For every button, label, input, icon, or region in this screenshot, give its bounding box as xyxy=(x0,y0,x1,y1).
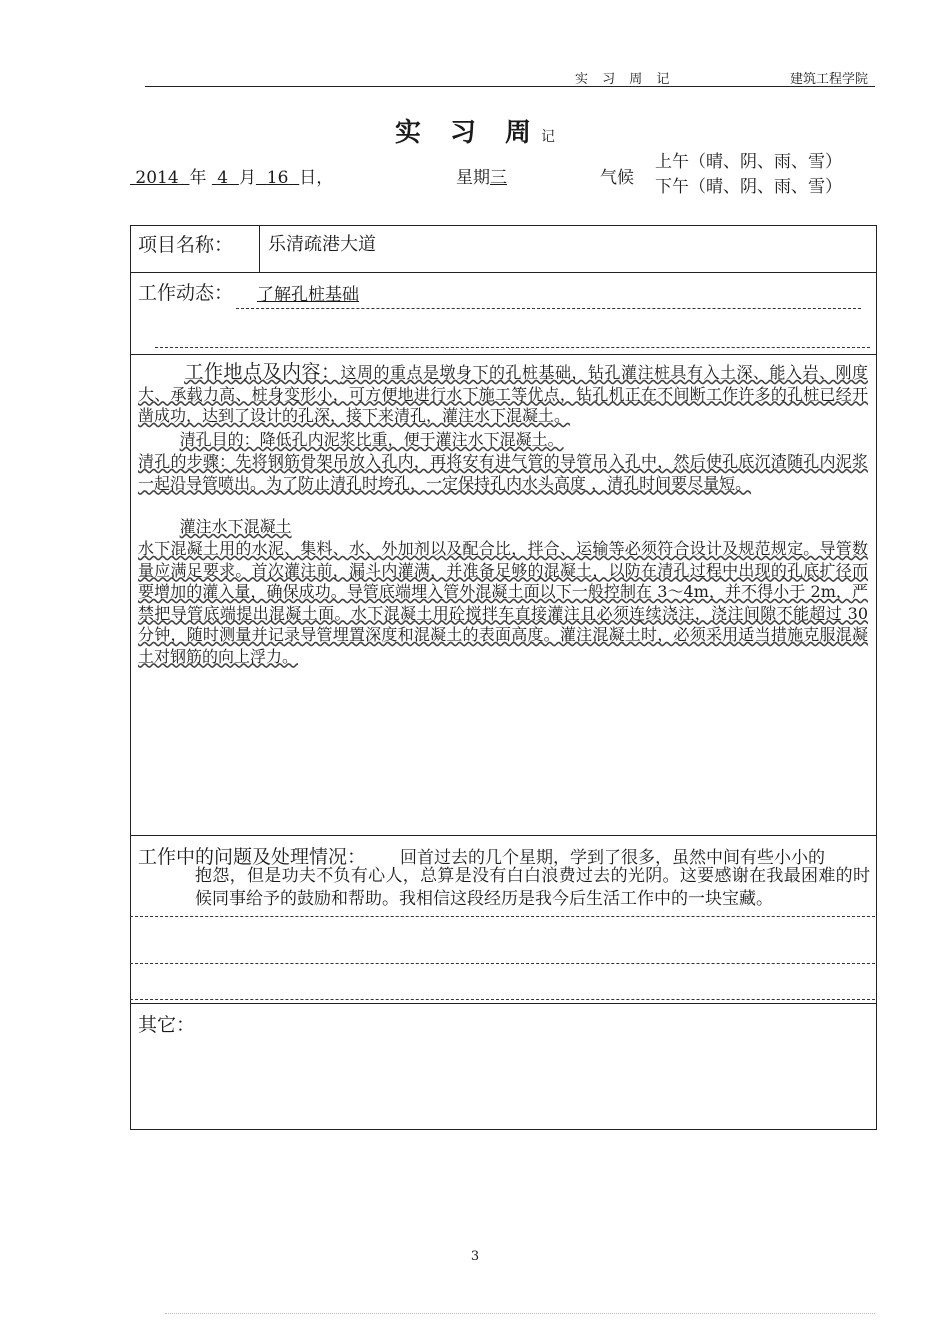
content-paragraph-3: 清孔的步骤：先将钢筋骨架吊放入孔内，再将安有进气管的导管吊入孔中，然后使孔底沉渣随孔内泥浆一起沿导管喷出。为了防止清孔时垮孔，一定保持孔内水头高度 ，清孔时间要尽量短。 xyxy=(138,452,868,493)
problems-blank-line-2 xyxy=(130,963,875,964)
weather-options xyxy=(655,150,842,200)
dynamics-blank-line-2 xyxy=(155,347,870,348)
weekday-label: 星期 xyxy=(456,168,490,188)
content-paragraph-1 xyxy=(138,362,868,427)
page-title xyxy=(0,112,950,149)
header-divider xyxy=(145,86,875,87)
other-label: 其它： xyxy=(138,1014,196,1036)
problems-blank-line-1 xyxy=(130,916,875,917)
title-main: 实 习 周 xyxy=(394,118,542,148)
weather-am: 上午（晴、阴、雨、雪） xyxy=(655,152,842,172)
weather-label: 气候 xyxy=(600,168,634,188)
date-month: 4 xyxy=(217,168,229,188)
weekday xyxy=(456,163,507,188)
content-paragraph-4: 灌注水下混凝土 xyxy=(179,517,292,536)
row-divider-4 xyxy=(130,1003,877,1004)
date-day: 16 xyxy=(266,168,289,188)
date-line xyxy=(130,163,333,188)
page-number: 3 xyxy=(470,1249,480,1264)
content-label: 工作地点及内容： xyxy=(184,361,341,383)
problems-label: 工作中的问题及处理情况： xyxy=(138,846,367,868)
footer-divider xyxy=(165,1313,875,1314)
dynamics-value: 了解孔桩基础 xyxy=(257,285,359,305)
row-divider-2 xyxy=(130,354,877,355)
problems-blank-line-3 xyxy=(130,999,875,1000)
project-name: 乐清疏港大道 xyxy=(268,234,376,255)
project-cell-divider xyxy=(259,225,260,272)
date-day-unit: 日， xyxy=(299,168,334,188)
content-paragraph-5: 水下混凝土用的水泥、集料、水、外加剂以及配合比，拌合、运输等必须符合设计及规范规定。导管数量应满足要求。首次灌注前，漏斗内灌满，并准备足够的混凝土，以防在清孔过程中出现的孔底扩径而要增加的灌入量，确保成功。导管底端埋入管外混凝土面以下一般控制在 3～4m，并不得小于 2m，严禁把导管底端提出混凝土面。水下混凝土用砼搅拌车直接灌注且必须连续浇注，浇注间隙不能超过 30 分钟，随时测量并记录导管埋置深度和混凝土的表面高度。灌注混凝土时，必须采用适当措施克服混凝土对钢筋的向上浮力。 xyxy=(138,539,868,666)
content-text-1: 这周的重点是墩身下的孔桩基础，钻孔灌注桩具有入土深、能入岩、刚度大、承载力高、桩身变形小，可方便地进行水下施工等优点，钻孔机正在不间断工作许多的孔桩已经开凿成功，达到了设计的孔深，接下来清孔，灌注水下混凝土。 xyxy=(138,363,868,425)
dynamics-label: 工作动态： xyxy=(138,282,234,304)
problems-text-rest: 抱怨，但是功夫不负有心人，总算是没有白白浪费过去的光阴。这要感谢在我最困难的时候同事给予的鼓励和帮助。我相信这段经历是我今后生活工作中的一块宝藏。 xyxy=(195,866,870,909)
problems-text-line1: 回首过去的几个星期，学到了很多，虽然中间有些小小的 xyxy=(400,848,825,868)
date-month-unit: 月 xyxy=(238,168,256,188)
dynamics-blank-line-1 xyxy=(236,308,861,309)
weather-pm: 下午（晴、阴、雨、雪） xyxy=(655,177,842,197)
header-left: 实 习 周 记 xyxy=(575,72,675,87)
weekday-value: 三 xyxy=(490,168,507,188)
date-year: 2014 xyxy=(135,168,179,188)
header-right: 建筑工程学院 xyxy=(790,72,869,87)
row-divider-1 xyxy=(130,272,877,273)
row-divider-3 xyxy=(130,835,877,836)
content-paragraph-2: 清孔目的：降低孔内泥浆比重，便于灌注水下混凝土。 xyxy=(179,430,564,449)
project-label: 项目名称： xyxy=(138,234,234,256)
title-suffix: 记 xyxy=(541,129,556,145)
date-year-unit: 年 xyxy=(189,168,207,188)
